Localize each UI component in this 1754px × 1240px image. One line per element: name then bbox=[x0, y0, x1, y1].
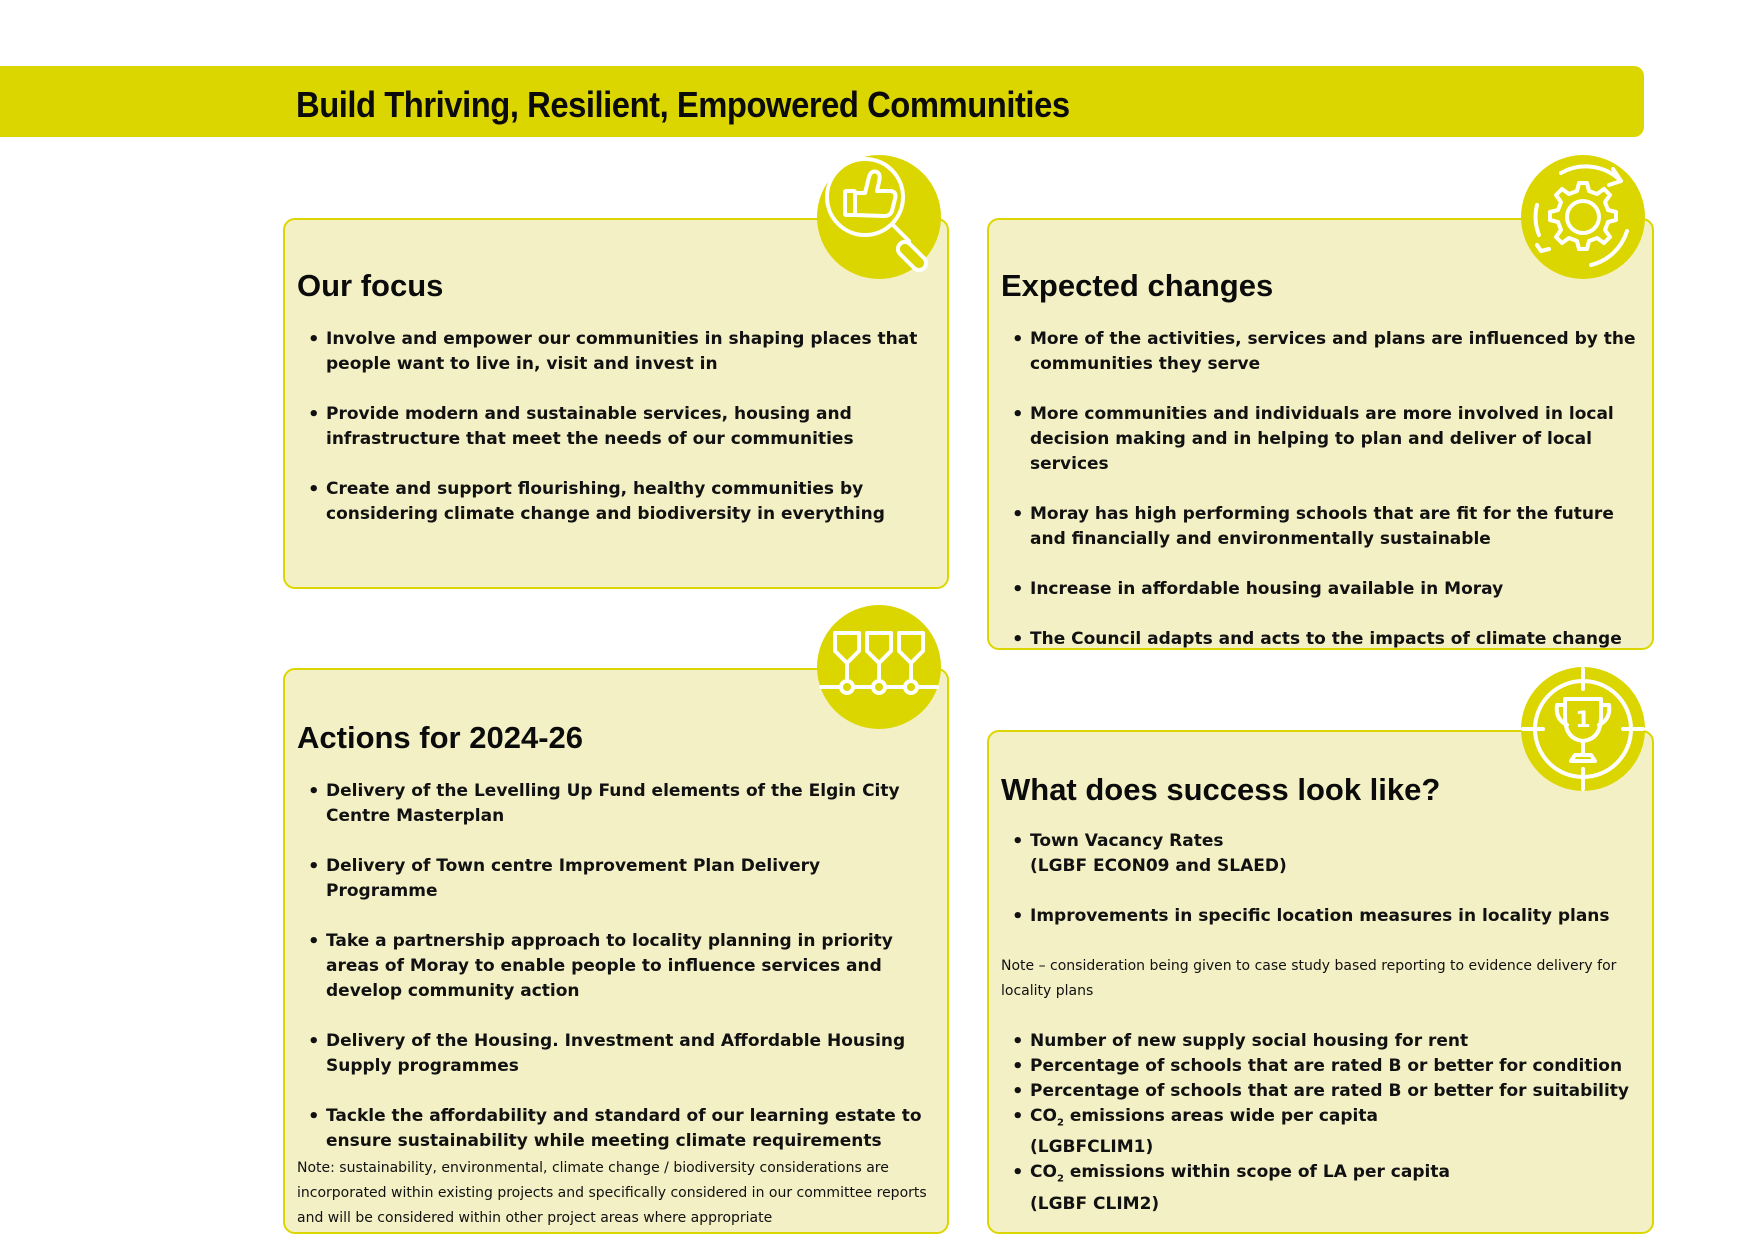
list-item: • Moray has high performing schools that are fit for the future and financially and environmentally sustainable bbox=[1001, 502, 1642, 552]
list-item-text: emissions within scope of LA per capita bbox=[1063, 1162, 1450, 1183]
success-list-primary bbox=[1001, 829, 1642, 954]
list-item: • Delivery of the Levelling Up Fund elements of the Elgin City Centre Masterplan bbox=[297, 779, 937, 829]
list-item: • Increase in affordable housing available in Moray bbox=[1001, 577, 1642, 602]
list-item: • Delivery of Town centre Improvement Plan Delivery Programme bbox=[297, 854, 937, 904]
co2-text: CO bbox=[1030, 1106, 1057, 1126]
focus-list bbox=[297, 327, 937, 552]
title-banner bbox=[0, 66, 1644, 137]
list-item-text: emissions areas wide per capita bbox=[1063, 1106, 1378, 1126]
list-item: • More of the activities, services and plans are influenced by the communities they serve bbox=[1001, 327, 1642, 377]
success-card bbox=[987, 730, 1654, 1234]
list-item: • The Council adapts and acts to the impacts of climate change bbox=[1001, 627, 1642, 652]
list-item: • Create and support flourishing, healthy communities by considering climate change and biodiversity in everything bbox=[297, 477, 937, 527]
actions-heading: Actions for 2024-26 bbox=[297, 720, 583, 755]
list-item-line: (LGBF CLIM2) bbox=[1030, 1193, 1160, 1214]
list-item: • Delivery of the Housing. Investment and Affordable Housing Supply programmes bbox=[297, 1029, 937, 1079]
changes-card bbox=[987, 218, 1654, 650]
success-heading: What does success look like? bbox=[1001, 772, 1441, 807]
list-item: • Percentage of schools that are rated B or better for condition bbox=[1001, 1054, 1642, 1079]
thumbs-up-magnifier-icon bbox=[817, 155, 941, 279]
list-item: • Number of new supply social housing for rent bbox=[1001, 1029, 1642, 1054]
list-item: • Take a partnership approach to locality planning in priority areas of Moray to enable people to influence services and develop community action bbox=[297, 929, 937, 1004]
list-item bbox=[1001, 1104, 1642, 1160]
list-item: • Involve and empower our communities in shaping places that people want to live in, visit and invest in bbox=[297, 327, 937, 377]
changes-list bbox=[1001, 327, 1642, 677]
list-item: • More communities and individuals are more involved in local decision making and in helping to plan and deliver of local services bbox=[1001, 402, 1642, 477]
list-item-line: • Improvements in specific location measures in locality plans bbox=[1030, 906, 1610, 926]
list-item-line bbox=[1030, 1160, 1642, 1191]
list-item: • Provide modern and sustainable services, housing and infrastructure that meet the needs of our communities bbox=[297, 402, 937, 452]
milestones-icon bbox=[817, 605, 941, 729]
list-item-line: (LGBFCLIM1) bbox=[1030, 1137, 1154, 1158]
subscript: 2 bbox=[1056, 1117, 1064, 1129]
list-item: • Percentage of schools that are rated B or better for suitability bbox=[1001, 1079, 1642, 1104]
gear-cycle-icon bbox=[1521, 155, 1645, 279]
list-item: • Tackle the affordability and standard of our learning estate to ensure sustainability while meeting climate requirements bbox=[297, 1104, 937, 1154]
subscript: 2 bbox=[1056, 1173, 1064, 1185]
actions-note: Note: sustainability, environmental, climate change / biodiversity considerations are incorporated within existing projects and specifically considered in our committee reports and will be considered within other project areas where appropriate bbox=[297, 1160, 927, 1226]
actions-card bbox=[283, 668, 949, 1234]
list-item bbox=[1001, 1160, 1642, 1216]
trophy-target-icon bbox=[1521, 667, 1645, 791]
focus-heading: Our focus bbox=[297, 268, 444, 303]
page-title: Build Thriving, Resilient, Empowered Communities bbox=[296, 84, 1070, 125]
svg-text:1: 1 bbox=[1575, 708, 1591, 733]
list-item bbox=[1001, 904, 1642, 929]
list-item-line bbox=[1030, 1104, 1642, 1135]
changes-heading: Expected changes bbox=[1001, 268, 1274, 303]
list-item-line: • Town Vacancy Rates bbox=[1030, 831, 1224, 851]
success-list-indicators bbox=[1001, 1029, 1642, 1217]
co2-text: CO bbox=[1030, 1162, 1057, 1183]
success-note: Note – consideration being given to case study based reporting to evidence delivery for locality plans bbox=[1001, 958, 1617, 999]
list-item bbox=[1001, 829, 1642, 879]
actions-list bbox=[297, 779, 937, 1179]
list-item-line: (LGBF ECON09 and SLAED) bbox=[1030, 856, 1287, 876]
